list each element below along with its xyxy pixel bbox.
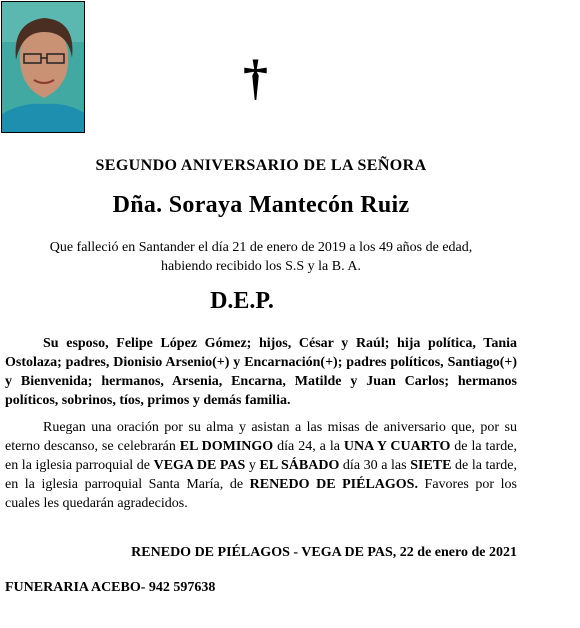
death-details-line-1: Que falleció en Santander el día 21 de enero de 2019 a los 49 años de edad, — [49, 240, 473, 255]
cross-icon: † — [243, 49, 268, 105]
mass-text-4: y — [245, 458, 260, 473]
mass-day-2: EL SÁBADO — [259, 458, 340, 473]
death-details — [0, 238, 522, 276]
portrait-image — [2, 2, 85, 133]
mass-text-6: de la tarde, en la iglesia parroquial Santa María, de — [5, 458, 518, 492]
mass-place-2: RENEDO DE PIÉLAGOS. — [249, 477, 418, 492]
mass-time-1: UNA Y CUARTO — [343, 439, 451, 454]
mass-text-2: día 24, a la — [273, 439, 344, 454]
funeral-home-contact: FUNERARIA ACEBO- 942 597638 — [5, 580, 216, 595]
mass-text-3: de la tarde, en la iglesia parroquial de — [5, 439, 518, 473]
mass-paragraph — [5, 418, 517, 513]
anniversary-heading: SEGUNDO ANIVERSARIO DE LA SEÑORA — [95, 157, 427, 174]
mass-text-1: Ruegan una oración por su alma y asistan a las misas de aniversario que, por su eterno descanso, se celebrarán — [5, 420, 517, 454]
family-paragraph: Su esposo, Felipe López Gómez; hijos, César y Raúl; hija política, Tania Ostolaza; padres, Dionisio Arsenio(+) y Encarnación(+); padres políticos, Santiago(+) y Bienvenida; hermanos, Arsenia, Encarna, Matilde y Juan Carlos; hermanos políticos, sobrinos, tíos, primos y demás familia. — [5, 336, 517, 408]
death-details-line-2: habiendo recibido los S.S y la B. A. — [161, 259, 361, 274]
place-date-line: RENEDO DE PIÉLAGOS - VEGA DE PAS, 22 de enero de 2021 — [131, 545, 517, 560]
dep-text: D.E.P. — [210, 288, 274, 314]
deceased-portrait-photo — [1, 1, 85, 133]
mass-time-2: SIETE — [410, 458, 452, 473]
mass-place-1: VEGA DE PAS — [153, 458, 246, 473]
mass-text-5: día 30 a las — [339, 458, 411, 473]
deceased-name: Dña. Soraya Mantecón Ruiz — [112, 192, 410, 218]
mass-text-7: Favores por los cuales les quedarán agradecidos. — [5, 477, 518, 511]
mass-day-1: EL DOMINGO — [179, 439, 274, 454]
